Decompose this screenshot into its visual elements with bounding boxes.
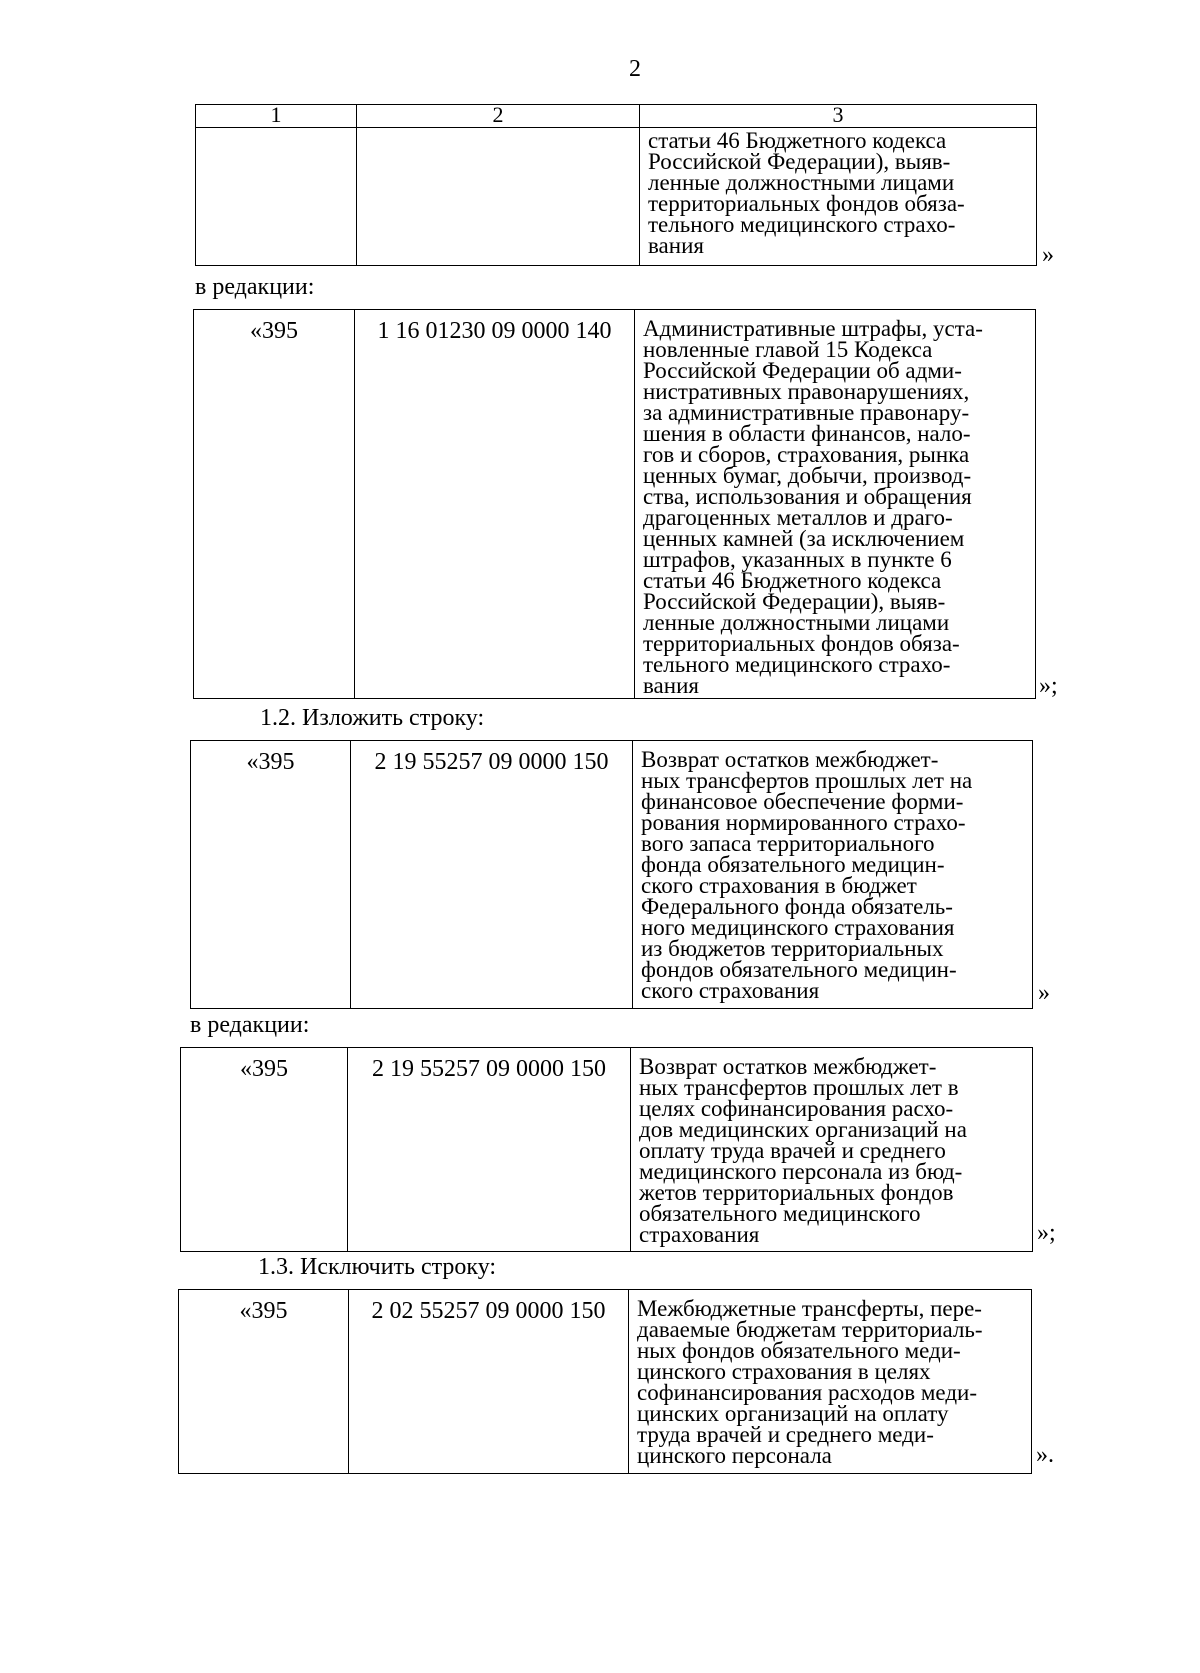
- closing-quote: »: [1038, 980, 1050, 1006]
- text-line: шения в области финансов, нало-: [643, 421, 971, 446]
- cell-col-2: 2 02 55257 09 0000 150: [349, 1290, 629, 1474]
- text-line: рования нормированного страхо-: [641, 810, 966, 835]
- table-row-2-19-55257-old: [190, 740, 1033, 1009]
- table-row-2-19-55257-new: [180, 1047, 1033, 1252]
- text-line: оплату труда врачей и среднего: [639, 1138, 946, 1163]
- text-line: штрафов, указанных в пункте 6: [643, 547, 952, 572]
- text-line: Межбюджетные трансферты, пере-: [637, 1296, 982, 1321]
- cell-col-1: «395: [181, 1048, 348, 1252]
- text-line: вания: [648, 233, 704, 258]
- text-line: Возврат остатков межбюджет-: [641, 747, 939, 772]
- text-line: труда врачей и среднего меди-: [637, 1422, 934, 1447]
- text-line: финансовое обеспечение форми-: [641, 789, 964, 814]
- table-row: [191, 741, 1033, 1009]
- cell-col-1: [196, 128, 357, 266]
- text-line: тельного медицинского страхо-: [643, 652, 951, 677]
- closing-quote: »;: [1039, 673, 1058, 699]
- cell-col-3: [635, 310, 1036, 699]
- table-row: [194, 310, 1036, 699]
- table-row: [196, 128, 1037, 266]
- text-line: ценных камней (за исключением: [643, 526, 965, 551]
- section-label: 1.3. Исключить строку:: [258, 1254, 497, 1280]
- text-line: ленные должностными лицами: [643, 610, 950, 635]
- text-line: ных трансфертов прошлых лет на: [641, 768, 973, 793]
- text-line: фонда обязательного медицин-: [641, 852, 945, 877]
- page-number: 2: [629, 56, 641, 82]
- table-row: [181, 1048, 1033, 1252]
- header-col-2: 2: [357, 105, 640, 128]
- top-table: [195, 104, 1037, 266]
- text-line: Российской Федерации), выяв-: [643, 589, 946, 614]
- text-line: за административные правонару-: [643, 400, 970, 425]
- header-col-3: 3: [640, 105, 1037, 128]
- text-line: медицинского персонала из бюд-: [639, 1159, 963, 1184]
- cell-col-3: [629, 1290, 1032, 1474]
- text-line: страхования: [639, 1222, 760, 1247]
- cell-col-2: 1 16 01230 09 0000 140: [355, 310, 635, 699]
- header-col-1: 1: [196, 105, 357, 128]
- header-row: [196, 105, 1037, 128]
- text-line: статьи 46 Бюджетного кодекса: [643, 568, 942, 593]
- closing-quote: »;: [1037, 1220, 1056, 1246]
- cell-col-3: [633, 741, 1033, 1009]
- text-line: территориальных фондов обяза-: [643, 631, 960, 656]
- text-line: ценных бумаг, добычи, производ-: [643, 463, 972, 488]
- cell-col-2: 2 19 55257 09 0000 150: [351, 741, 633, 1009]
- text-line: территориальных фондов обяза-: [648, 191, 965, 216]
- text-line: Федерального фонда обязатель-: [641, 894, 953, 919]
- closing-quote: »: [1042, 242, 1054, 268]
- cell-col-2: 2 19 55257 09 0000 150: [348, 1048, 631, 1252]
- text-line: вания: [643, 673, 699, 698]
- text-line: обязательного медицинского: [639, 1201, 921, 1226]
- cell-col-3: [640, 128, 1037, 266]
- cell-col-1: «395: [191, 741, 351, 1009]
- text-line: софинансирования расходов меди-: [637, 1380, 977, 1405]
- section-label: в редакции:: [190, 1012, 310, 1038]
- table-row-2-02-55257: [178, 1289, 1032, 1474]
- cell-col-2: [357, 128, 640, 266]
- text-line: цинского персонала: [637, 1443, 832, 1468]
- section-label: в редакции:: [195, 274, 315, 300]
- text-line: дов медицинских организаций на: [639, 1117, 967, 1142]
- text-line: тельного медицинского страхо-: [648, 212, 956, 237]
- text-line: цинских организаций на оплату: [637, 1401, 949, 1426]
- text-line: ных трансфертов прошлых лет в: [639, 1075, 959, 1100]
- text-line: новленные главой 15 Кодекса: [643, 337, 933, 362]
- text-line: драгоценных металлов и драго-: [643, 505, 953, 530]
- text-line: Административные штрафы, уста-: [643, 316, 983, 341]
- text-line: фондов обязательного медицин-: [641, 957, 957, 982]
- closing-quote: ».: [1036, 1442, 1054, 1468]
- text-line: Возврат остатков межбюджет-: [639, 1054, 937, 1079]
- text-line: Российской Федерации об адми-: [643, 358, 962, 383]
- cell-col-3: [631, 1048, 1033, 1252]
- text-line: вого запаса территориального: [641, 831, 935, 856]
- table-row: [179, 1290, 1032, 1474]
- section-label: 1.2. Изложить строку:: [260, 705, 485, 731]
- cell-col-1: «395: [194, 310, 355, 699]
- text-line: Российской Федерации), выяв-: [648, 149, 951, 174]
- text-line: из бюджетов территориальных: [641, 936, 944, 961]
- text-line: ных фондов обязательного меди-: [637, 1338, 961, 1363]
- text-line: ства, использования и обращения: [643, 484, 972, 509]
- text-line: нистративных правонарушениях,: [643, 379, 970, 404]
- text-line: гов и сборов, страхования, рынка: [643, 442, 970, 467]
- text-line: ского страхования: [641, 978, 820, 1003]
- text-line: ского страхования в бюджет: [641, 873, 917, 898]
- text-line: даваемые бюджетам территориаль-: [637, 1317, 983, 1342]
- text-line: статьи 46 Бюджетного кодекса: [648, 128, 947, 153]
- text-line: ного медицинского страхования: [641, 915, 955, 940]
- table-row-1-16-01230: [193, 309, 1036, 699]
- cell-col-1: «395: [179, 1290, 349, 1474]
- text-line: ленные должностными лицами: [648, 170, 955, 195]
- text-line: целях софинансирования расхо-: [639, 1096, 954, 1121]
- text-line: жетов территориальных фондов: [639, 1180, 954, 1205]
- text-line: цинского страхования в целях: [637, 1359, 931, 1384]
